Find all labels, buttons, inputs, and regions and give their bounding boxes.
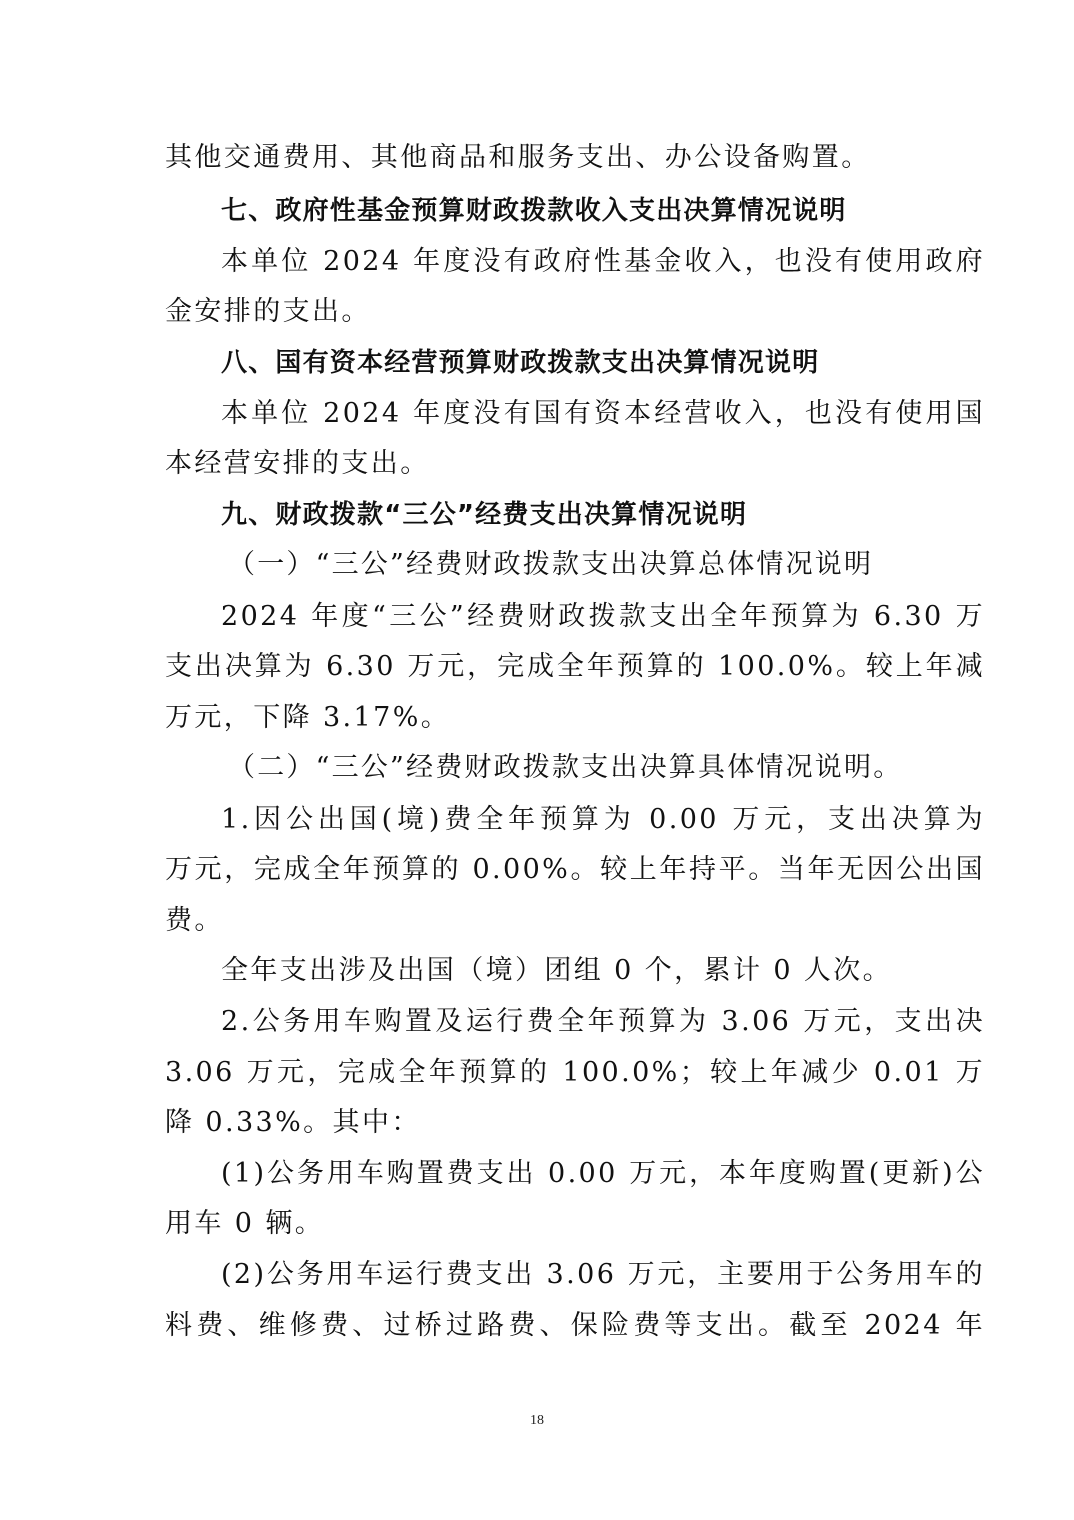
sub-heading-1: （一）“三公”经费财政拨款支出决算总体情况说明 [228,549,874,580]
paragraph-line: 金安排的支出。 [165,296,371,327]
sub-heading-2: （二）“三公”经费财政拨款支出决算具体情况说明。 [228,752,903,783]
paragraph-line: (2)公务用车运行费支出 3.06 万元，主要用于公务用车的 [221,1259,985,1290]
paragraph-line: 2024 年度“三公”经费财政拨款支出全年预算为 6.30 万 [221,601,985,632]
paragraph-line: 3.06 万元，完成全年预算的 100.0%；较上年减少 0.01 万 [165,1057,985,1088]
paragraph-line: 万元，下降 3.17%。 [165,702,451,733]
paragraph-line: 料费、维修费、过桥过路费、保险费等支出。截至 2024 年 [165,1310,985,1341]
paragraph-line: 2.公务用车购置及运行费全年预算为 3.06 万元，支出决 [221,1006,985,1037]
paragraph-line: 用车 0 辆。 [165,1208,325,1239]
page-number: 18 [530,1413,544,1428]
paragraph-line: 降 0.33%。其中： [165,1107,421,1138]
paragraph-line: 费。 [165,905,224,936]
paragraph-line: 全年支出涉及出国（境）团组 0 个，累计 0 人次。 [221,955,893,986]
paragraph-line: 本单位 2024 年度没有政府性基金收入，也没有使用政府 [221,246,985,277]
paragraph-line: 支出决算为 6.30 万元，完成全年预算的 100.0%。较上年减 [165,651,985,682]
paragraph-line: 其他交通费用、其他商品和服务支出、办公设备购置。 [165,142,871,173]
paragraph-line: 1.因公出国(境)费全年预算为 0.00 万元，支出决算为 [221,804,985,835]
paragraph-line: 万元，完成全年预算的 0.00%。较上年持平。当年无因公出国 [165,854,985,885]
section-heading-9: 九、财政拨款“三公”经费支出决算情况说明 [221,500,748,530]
paragraph-line: 本经营安排的支出。 [165,448,430,479]
section-heading-7: 七、政府性基金预算财政拨款收入支出决算情况说明 [221,196,847,226]
section-heading-8: 八、国有资本经营预算财政拨款支出决算情况说明 [221,348,820,378]
paragraph-line: 本单位 2024 年度没有国有资本经营收入，也没有使用国 [221,398,985,429]
paragraph-line: (1)公务用车购置费支出 0.00 万元，本年度购置(更新)公 [221,1158,985,1189]
